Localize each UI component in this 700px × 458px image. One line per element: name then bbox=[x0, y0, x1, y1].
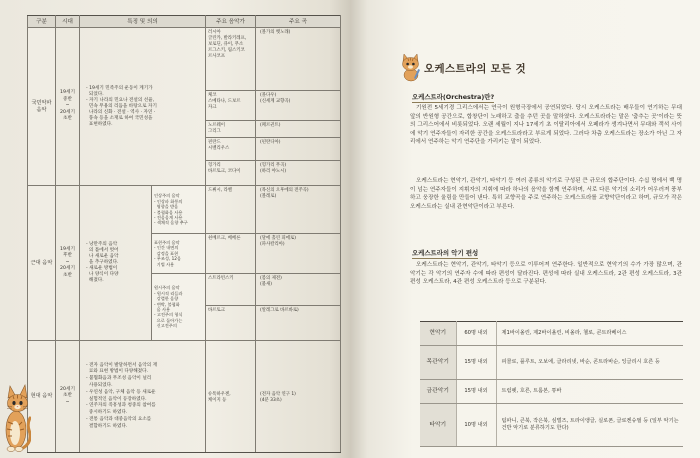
cat-illustration bbox=[3, 372, 31, 454]
era-cell: 19세기 중반 ~ 20세기 초반 bbox=[56, 28, 80, 186]
composer-cell: 노르웨이 그리그 bbox=[206, 121, 256, 138]
composer-cell: 드뷔시, 라벨 bbox=[206, 186, 256, 234]
instruments-cell: 제1바이올린, 제2바이올린, 비올라, 첼로, 콘트라베이스 bbox=[496, 322, 683, 346]
section-heading-what-is-orchestra: 오케스트라(Orchestra)란? bbox=[412, 93, 495, 101]
paragraph: 오케스트라는 현악기, 관악기, 타악기 등으로 이루어져 연주한다. 일반적으로 현악기의 수가 가장 많으며, 관악기는 각 악기의 연주자 수에 따라 편성이 달라진다. 편성에 따라 실내 오케스트라, 2관 편성 오케스트라, 3관 편성 오케스트라, 4관 편성 오케스트라 등으로 구분된다. bbox=[410, 262, 682, 286]
player-count-cell: 10명 내외 bbox=[456, 404, 496, 447]
page-title: 오케스트라의 모든 것 bbox=[424, 63, 526, 75]
features-cell: - 19세기 민족주의 운동이 계기가 되었다. - 자기 나라의 민요나 전설의 선율, 민속 무용의 리듬을 바탕으로 자기 나라의 신화 · 전설 · 역사 · 자연 · 풍속 등을 소재로 하여 국민성을 표현하였다. bbox=[80, 28, 206, 186]
header-works: 주요 곡 bbox=[256, 16, 341, 28]
instrument-family-cell: 금관악기 bbox=[420, 380, 456, 404]
instrument-family-cell: 현악기 bbox=[420, 322, 456, 346]
composer-cell: 체코 스메타나, 드보르 자크 bbox=[206, 91, 256, 121]
composer-cell: 헝가리 바르토크, 코다이 bbox=[206, 161, 256, 186]
works-cell: (몰다우) (신세계 교향곡) bbox=[256, 91, 341, 121]
section-heading-instrument-arrangement: 오케스트라의 악기 편성 bbox=[412, 249, 479, 257]
composer-cell: 러시아 글린카, 발라키레프, 보로딘, 큐이, 무소 르그스키, 림스키코 르사코프 bbox=[206, 28, 256, 91]
features-cell: - 낭만주의 음악 의 틀에서 벗어 나 새로운 음악 을 추구하였다. - 새로운 방법이 나 양식이 다양 해졌다. bbox=[80, 186, 152, 341]
composer-cell: 바르토크 bbox=[206, 306, 256, 341]
works-cell: (볼가의 뱃노래) bbox=[256, 28, 341, 91]
header-composers: 주요 음악가 bbox=[206, 16, 256, 28]
table-row bbox=[420, 380, 683, 404]
player-count-cell: 15명 내외 bbox=[456, 380, 496, 404]
instruments-cell: 트럼펫, 호른, 트롬본, 튜바 bbox=[496, 380, 683, 404]
category-cell: 국민악파 음악 bbox=[28, 28, 56, 186]
player-count-cell: 60명 내외 bbox=[456, 322, 496, 346]
features-cell: - 전자 음악이 발달하면서 음악의 재 료와 표현 방법이 다양해졌다. - 불협화음과 무조성 음악이 널리 사용되었다. - 우연성 음악, 구체 음악 등 새로운 실험적인 음악이 등장하였다. - 연주자의 즉흥성과 청중의 참여를 중시하기도 하였다. - 전통 음악과 대중음악의 요소를 결합하기도 하였다. bbox=[80, 341, 206, 453]
composer-cell: 슈톡하우젠, 케이지 등 bbox=[206, 341, 256, 453]
era-cell: 20세기 초반 ~ bbox=[56, 341, 80, 453]
instrument-table bbox=[420, 321, 683, 447]
header-category: 구분 bbox=[28, 16, 56, 28]
sub-feature-impressionism: 인상주의 음악 - 인상파 화풍의 영향을 받음 - 불협화음 사용 - 전음음계 사용 - 색채적 음향 추구 bbox=[152, 186, 206, 234]
works-cell: (페르귄트) bbox=[256, 121, 341, 138]
composer-cell: 쇤베르크, 베베른 bbox=[206, 234, 256, 274]
paragraph: 오케스트라는 현악기, 관악기, 타악기 등 여러 종류의 악기로 구성된 큰 규모의 합주단이다. 수십 명에서 백 명이 넘는 연주자들이 지휘자의 지휘에 따라 하나의 음악을 함께 연주하며, 서로 다른 악기의 소리가 어우러져 풍부하고 웅장한 울림을 만들어 낸다. 특히 교향곡을 주로 연주하는 오케스트라를 교향악단이라고 하며, 규모가 작은 오케스트라는 실내 관현악단이라고 부른다. bbox=[410, 178, 682, 210]
paragraph: 기원전 5세기경 그리스에서는 연극이 원형극장에서 공연되었다. 당시 오케스트라는 배우들이 연기하는 무대 앞의 반원형 공간으로, 합창단이 노래하고 춤을 추던 곳을 말하였다. 오케스트라라는 말은 '춤추는 곳'이라는 뜻의 그리스어에서 비롯되었다. 오랜 세월이 지나 17세기 초 이탈리아에서 오페라가 생겨나면서 무대와 객석 사이에 악기 연주자들이 자리한 공간을 오케스트라라고 부르게 되었다. 그러다 차츰 오케스트라는 장소가 아닌 그 자리에서 연주하는 악기 연주단을 가리키는 말이 되었다. bbox=[410, 105, 682, 146]
works-cell: (헝가리 무곡) (하리 야노시) bbox=[256, 161, 341, 186]
works-cell: (목신의 오후에의 전주곡) (볼레로) bbox=[256, 186, 341, 234]
category-cell: 현대 음악 bbox=[28, 341, 56, 453]
instrument-family-cell: 목관악기 bbox=[420, 346, 456, 380]
works-cell: (달에 홀린 피에로) (파사칼리아) bbox=[256, 234, 341, 274]
table-row bbox=[420, 322, 683, 346]
composer-cell: 핀란드 시벨리우스 bbox=[206, 138, 256, 161]
instrument-family-cell: 타악기 bbox=[420, 404, 456, 447]
table-row bbox=[420, 346, 683, 380]
sub-feature-expressionism: 표현주의 음악 - 인간 내면의 감정을 표현 - 무조성, 12음 기법 사용 bbox=[152, 234, 206, 274]
works-cell: (봄의 제전) (불새) bbox=[256, 274, 341, 306]
era-cell: 19세기 후반 ~ 20세기 초반 bbox=[56, 186, 80, 341]
category-cell: 근대 음악 bbox=[28, 186, 56, 341]
player-count-cell: 15명 내외 bbox=[456, 346, 496, 380]
composer-cell: 스트라빈스키 bbox=[206, 274, 256, 306]
table-row bbox=[420, 404, 683, 447]
works-cell: (알레그로 바르바로) bbox=[256, 306, 341, 341]
works-cell: (전자 음악 연구 1) (4분 33초) bbox=[256, 341, 341, 453]
works-cell: (핀란디아) bbox=[256, 138, 341, 161]
header-era: 시대 bbox=[56, 16, 80, 28]
header-features: 특징 및 의의 bbox=[80, 16, 206, 28]
cat-title-icon bbox=[399, 52, 422, 82]
instruments-cell: 팀파니, 큰북, 작은북, 심벌즈, 트라이앵글, 실로폰, 글로켄슈필 등 (일부 악기는 건반 악기로 분류하기도 한다) bbox=[496, 404, 683, 447]
instruments-cell: 피콜로, 플루트, 오보에, 클라리넷, 바순, 콘트라바순, 잉글리시 호른 등 bbox=[496, 346, 683, 380]
sub-feature-primitivism: 원시주의 음악 - 원시적 리듬과 강렬한 음향 - 변박, 불협화 음 사용 - 고전주의 형식 으로 돌아가는 신고전주의 bbox=[152, 274, 206, 341]
music-periods-table bbox=[27, 15, 341, 453]
